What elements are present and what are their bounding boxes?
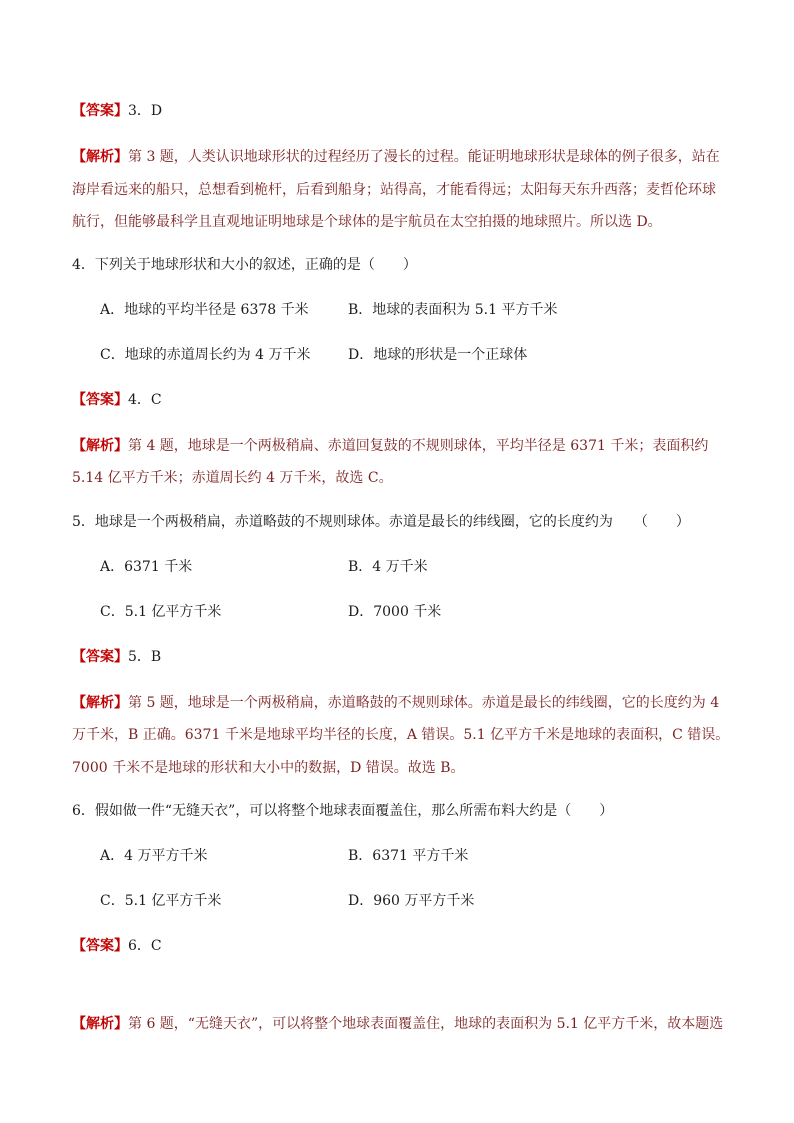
question-4-option-d: D．地球的形状是一个正球体 (348, 347, 528, 363)
analysis-3-line-3: 航行，但能够最科学且直观地证明地球是个球体的是宇航员在太空拍摄的地球照片。所以选 D。 (72, 214, 662, 230)
question-6-stem: 6．假如做一件“无缝天衣”，可以将整个地球表面覆盖住，那么所需布料大约是（ ） (72, 803, 614, 819)
analysis-3-line-2: 海岸看远来的船只，总想看到桅杆，后看到船身；站得高，才能看得远；太阳每天东升西落；麦哲伦环球 (72, 182, 716, 198)
question-5-option-b: B．4 万千米 (348, 559, 428, 575)
analysis-tag: 【解析】 (72, 149, 128, 165)
analysis-4-line-2: 5.14 亿平方千米；赤道周长约 4 万千米，故选 C。 (72, 470, 393, 486)
answer-value: 5．B (128, 649, 162, 665)
analysis-5-line-2: 万千米，B 正确。6371 千米是地球平均半径的长度，A 错误。5.1 亿平方千米是地球的表面积，C 错误。 (72, 727, 730, 743)
analysis-tag: 【解析】 (72, 1016, 128, 1032)
analysis-text: 第 5 题，地球是一个两极稍扁，赤道略鼓的不规则球体。赤道是最长的纬线圈，它的长度约为 4 (128, 695, 720, 711)
question-6-option-d: D．960 万平方千米 (348, 893, 475, 909)
analysis-text: 第 6 题，“无缝天衣”，可以将整个地球表面覆盖住，地球的表面积为 5.1 亿平方千米，故本题选 (128, 1016, 724, 1032)
answer-6 (72, 936, 162, 956)
question-6-option-b: B．6371 平方千米 (348, 848, 469, 864)
question-4-option-a: A．地球的平均半径是 6378 千米 (100, 302, 309, 318)
answer-5 (72, 647, 161, 667)
answer-3 (72, 101, 162, 121)
answer-tag: 【答案】 (72, 392, 128, 408)
question-4-option-c: C．地球的赤道周长约为 4 万千米 (100, 347, 311, 363)
answer-4 (72, 390, 162, 410)
answer-tag: 【答案】 (72, 103, 128, 119)
analysis-tag: 【解析】 (72, 695, 128, 711)
question-4-option-b: B．地球的表面积为 5.1 平方千米 (348, 302, 558, 318)
answer-value: 4．C (128, 392, 162, 408)
question-5-option-c: C．5.1 亿平方千米 (100, 604, 222, 620)
answer-value: 3．D (128, 103, 163, 119)
analysis-3-line-1 (72, 147, 720, 167)
question-5-stem: 5．地球是一个两极稍扁，赤道略鼓的不规则球体。赤道是最长的纬线圈，它的长度约为 （ ） (72, 514, 690, 530)
question-5-option-a: A．6371 千米 (100, 559, 193, 575)
answer-value: 6．C (128, 938, 162, 954)
analysis-tag: 【解析】 (72, 438, 128, 454)
answer-tag: 【答案】 (72, 938, 128, 954)
analysis-6-line-1 (72, 1014, 723, 1034)
analysis-5-line-3: 7000 千米不是地球的形状和大小中的数据，D 错误。故选 B。 (72, 760, 465, 776)
question-5-option-d: D．7000 千米 (348, 604, 442, 620)
analysis-text: 第 4 题，地球是一个两极稍扁、赤道回复鼓的不规则球体，平均半径是 6371 千米；表面积约 (128, 438, 709, 454)
answer-tag: 【答案】 (72, 649, 128, 665)
analysis-text: 第 3 题，人类认识地球形状的过程经历了漫长的过程。能证明地球形状是球体的例子很多，站在 (128, 149, 720, 165)
question-6-option-a: A．4 万平方千米 (100, 848, 208, 864)
question-4-stem: 4．下列关于地球形状和大小的叙述，正确的是（ ） (72, 257, 417, 273)
question-6-option-c: C．5.1 亿平方千米 (100, 893, 222, 909)
analysis-5-line-1 (72, 693, 719, 713)
analysis-4-line-1 (72, 436, 708, 456)
